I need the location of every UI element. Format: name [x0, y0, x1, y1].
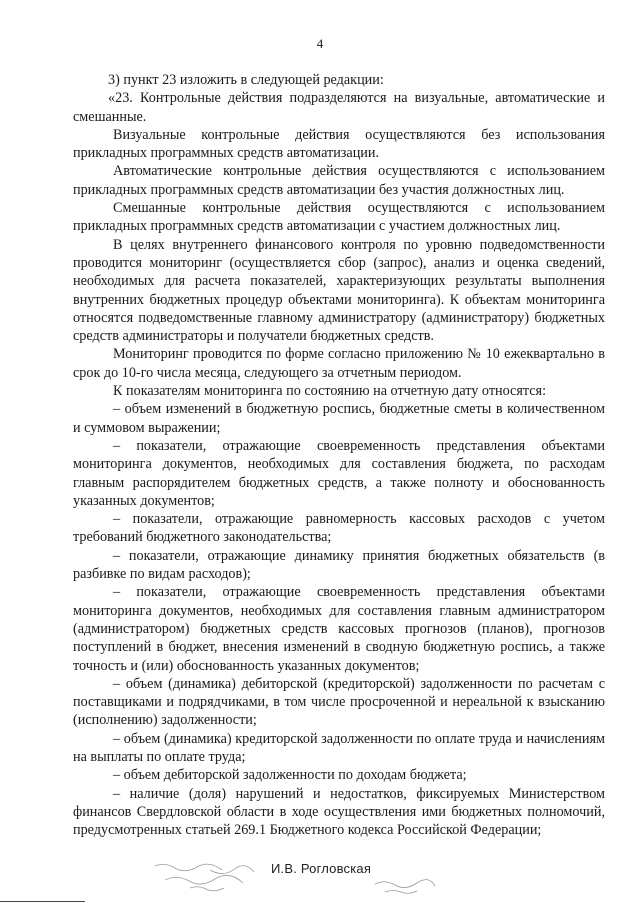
footer-divider	[0, 901, 85, 902]
paragraph: «23. Контрольные действия подразделяются на визуальные, автоматические и смешанные.	[73, 90, 605, 125]
list-item: – объем (динамика) кредиторской задолженности по оплате труда и начислениям на выплаты по оплате труда;	[73, 730, 605, 765]
paragraph: Автоматические контрольные действия осуществляются с использованием прикладных программных средств автоматизации без участия должностных лиц.	[73, 163, 605, 198]
signatory-name: И.В. Рогловская	[271, 861, 372, 876]
list-item: – показатели, отражающие равномерность кассовых расходов с учетом требований бюджетного законодательства;	[73, 511, 605, 546]
paragraph-intro: 3) пункт 23 изложить в следующей редакции:	[108, 72, 384, 88]
list-item: – объем дебиторской задолженности по доходам бюджета;	[113, 767, 467, 784]
paragraph: К показателям мониторинга по состоянию на отчетную дату относятся:	[113, 383, 547, 400]
list-item: – наличие (доля) нарушений и недостатков, фиксируемых Министерством финансов Свердловской области в ходе осуществления ими бюджетных полномочий, предусмотренных статьей 269.1 Бюджетного кодекса Российской Федерации;	[73, 785, 605, 839]
paragraph: В целях внутреннего финансового контроля по уровню подведомственности проводится мониторинг (осуществляется сбор (запрос), анализ и оценка сведений, необходимых для расчета показателей, характеризующих результаты выполнения внутренних бюджетных процедур объектами мониторинга). К объектам мониторинга относятся подведомственные главному администратору (администратору) бюджетных средств администраторы и получатели бюджетных средств.	[73, 236, 605, 345]
list-item: – показатели, отражающие динамику принятия бюджетных обязательств (в разбивке по видам расходов);	[73, 547, 605, 583]
list-item: – объем изменений в бюджетную роспись, бюджетные сметы в количественном и суммовом выражении;	[73, 401, 605, 436]
document-body	[73, 71, 605, 839]
page-number: 4	[316, 36, 324, 51]
list-item: – объем (динамика) дебиторской (кредиторской) задолженности по расчетам с поставщиками и подрядчиками, в том числе просроченной и нереальной к взысканию (исполнению) задолженности;	[73, 675, 605, 729]
paragraph: Смешанные контрольные действия осуществляются с использованием прикладных программных средств автоматизации с участием должностных лиц.	[73, 200, 605, 235]
signature-block	[150, 858, 440, 898]
list-item: – показатели, отражающие своевременность представления объектами мониторинга документов, необходимых для составления главным администратором (администратором) бюджетных средств кассовых прогнозов (планов), прогнозов поступлений в бюджет, внесения изменений в сводную бюджетную роспись, а также точность и (или) обоснованность указанных документов;	[73, 584, 605, 674]
list-item: – показатели, отражающие своевременность представления объектами мониторинга документов, необходимых для составления бюджета, по расходам главным распорядителем бюджетных средств, а также полноту и обоснованность указанных документов;	[73, 437, 605, 509]
paragraph: Мониторинг проводится по форме согласно приложению № 10 ежеквартально в срок до 10-го числа месяца, следующего за отчетным периодом.	[73, 346, 605, 381]
paragraph: Визуальные контрольные действия осуществляются без использования прикладных программных средств автоматизации.	[73, 126, 605, 162]
